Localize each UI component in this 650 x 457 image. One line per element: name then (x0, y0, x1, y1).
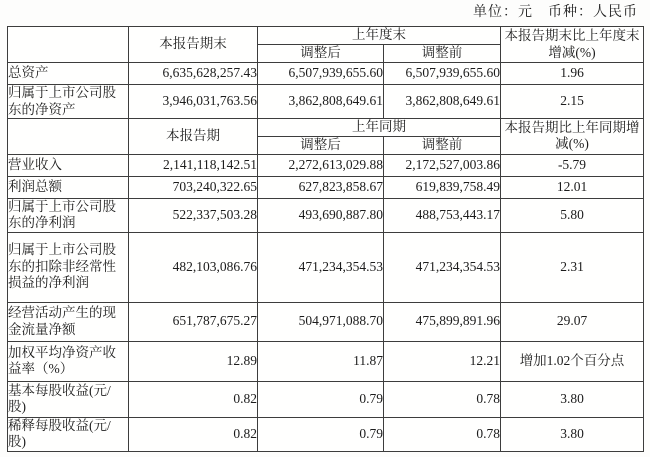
adjusted-value-cell: 493,690,887.80 (258, 198, 384, 232)
pre-adjusted-value-cell: 0.78 (384, 381, 501, 417)
row-label-cell: 营业收入 (8, 154, 129, 176)
col-header-prior-year-end: 上年度末 (258, 27, 501, 45)
adjusted-value-cell: 11.87 (258, 341, 384, 381)
current-value-cell: 12.89 (129, 341, 258, 381)
pre-adjusted-value-cell: 3,862,808,649.61 (384, 85, 501, 119)
row-label-cell: 稀释每股收益(元/股) (8, 417, 129, 451)
adjusted-value-cell: 2,272,613,029.88 (258, 154, 384, 176)
pre-adjusted-value-cell: 619,839,758.49 (384, 176, 501, 198)
row-label-cell: 归属于上市公司股东的净资产 (8, 85, 129, 119)
pre-adjusted-value-cell: 471,234,354.53 (384, 232, 501, 302)
table-row-net-profit (8, 198, 644, 232)
adjusted-value-cell: 627,823,858.67 (258, 176, 384, 198)
row-label-cell: 经营活动产生的现金流量净额 (8, 302, 129, 341)
col-header-pre-adjusted: 调整前 (384, 45, 501, 63)
table-row-total-assets (8, 63, 644, 85)
change-value-cell: 5.80 (501, 198, 644, 232)
table-row-operating-cash-flow (8, 302, 644, 341)
pre-adjusted-value-cell: 6,507,939,655.60 (384, 63, 501, 85)
col-header-adjusted: 调整后 (258, 136, 384, 154)
change-value-cell: 1.96 (501, 63, 644, 85)
table-row-revenue (8, 154, 644, 176)
adjusted-value-cell: 471,234,354.53 (258, 232, 384, 302)
change-value-cell: 29.07 (501, 302, 644, 341)
col-header-current-period: 本报告期 (129, 119, 258, 155)
table-row-basic-eps (8, 381, 644, 417)
current-value-cell: 0.82 (129, 381, 258, 417)
change-value-cell: 12.01 (501, 176, 644, 198)
current-value-cell: 3,946,031,763.56 (129, 85, 258, 119)
adjusted-value-cell: 6,507,939,655.60 (258, 63, 384, 85)
row-label-cell: 加权平均净资产收益率（%） (8, 341, 129, 381)
current-value-cell: 2,141,118,142.51 (129, 154, 258, 176)
current-value-cell: 0.82 (129, 417, 258, 451)
change-value-cell: -5.79 (501, 154, 644, 176)
adjusted-value-cell: 0.79 (258, 417, 384, 451)
table-row-net-profit-excl-nonrecurring (8, 232, 644, 302)
unit-currency-label: 单位：元 币种：人民币 (473, 5, 638, 20)
col-header-pre-adjusted: 调整前 (384, 136, 501, 154)
header-row-reporting-period (8, 119, 644, 137)
pre-adjusted-value-cell: 0.78 (384, 417, 501, 451)
corner-cell (8, 119, 129, 155)
pre-adjusted-value-cell: 488,753,443.17 (384, 198, 501, 232)
header-row-period-end (8, 27, 644, 45)
corner-cell (8, 27, 129, 63)
current-value-cell: 522,337,503.28 (129, 198, 258, 232)
change-value-cell: 增加1.02个百分点 (501, 341, 644, 381)
col-header-current-period-end: 本报告期末 (129, 27, 258, 63)
col-header-change-vs-prior-period: 本报告期比上年同期增减(%) (501, 119, 644, 155)
table-row-total-profit (8, 176, 644, 198)
adjusted-value-cell: 504,971,088.70 (258, 302, 384, 341)
current-value-cell: 482,103,086.76 (129, 232, 258, 302)
col-header-change-vs-prior-year-end: 本报告期末比上年度末增减(%) (501, 27, 644, 63)
pre-adjusted-value-cell: 475,899,891.96 (384, 302, 501, 341)
change-value-cell: 2.15 (501, 85, 644, 119)
current-value-cell: 651,787,675.27 (129, 302, 258, 341)
table-row-net-assets (8, 85, 644, 119)
row-label-cell: 归属于上市公司股东的净利润 (8, 198, 129, 232)
adjusted-value-cell: 0.79 (258, 381, 384, 417)
current-value-cell: 703,240,322.65 (129, 176, 258, 198)
table-row-weighted-avg-roe (8, 341, 644, 381)
change-value-cell: 3.80 (501, 417, 644, 451)
change-value-cell: 2.31 (501, 232, 644, 302)
change-value-cell: 3.80 (501, 381, 644, 417)
financial-summary-table (7, 26, 644, 452)
pre-adjusted-value-cell: 12.21 (384, 341, 501, 381)
row-label-cell: 总资产 (8, 63, 129, 85)
adjusted-value-cell: 3,862,808,649.61 (258, 85, 384, 119)
current-value-cell: 6,635,628,257.43 (129, 63, 258, 85)
col-header-prior-period: 上年同期 (258, 119, 501, 137)
row-label-cell: 基本每股收益(元/股) (8, 381, 129, 417)
row-label-cell: 利润总额 (8, 176, 129, 198)
row-label-cell: 归属于上市公司股东的扣除非经常性损益的净利润 (8, 232, 129, 302)
pre-adjusted-value-cell: 2,172,527,003.86 (384, 154, 501, 176)
table-row-diluted-eps (8, 417, 644, 451)
col-header-adjusted: 调整后 (258, 45, 384, 63)
